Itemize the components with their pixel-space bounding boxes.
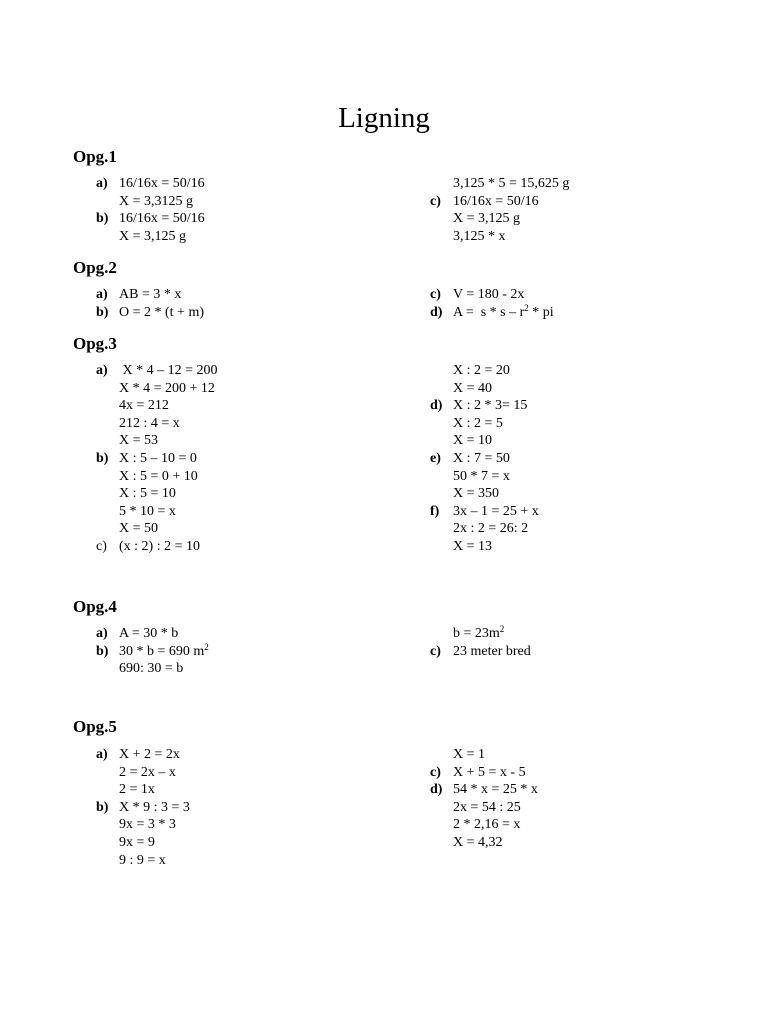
superscript: 2 bbox=[204, 641, 209, 652]
equation-text: (x : 2) : 2 = 10 bbox=[119, 539, 200, 554]
equation-text: X = 50 bbox=[119, 521, 159, 537]
item-label: c) bbox=[430, 193, 441, 209]
equation-text: X = 40 bbox=[453, 380, 493, 396]
equation-text: X = 4,32 bbox=[453, 835, 503, 850]
equation-text: X : 5 = 10 bbox=[119, 486, 176, 502]
item-label: c) bbox=[96, 539, 107, 554]
item-label: b) bbox=[96, 799, 109, 815]
item-label: d) bbox=[430, 398, 443, 414]
item-label: a) bbox=[96, 626, 108, 641]
item-label: c) bbox=[430, 287, 441, 302]
equation-text: AB = 3 * x bbox=[119, 287, 182, 302]
equation-text: 3,125 * x bbox=[453, 228, 506, 244]
equation-text: 4x = 212 bbox=[119, 398, 169, 414]
equation-text: 9 : 9 = x bbox=[119, 852, 166, 868]
equation-text: 3,125 * 5 = 15,625 g bbox=[453, 176, 570, 191]
equation-text: 3x – 1 = 25 + x bbox=[453, 503, 539, 519]
item-label: c) bbox=[430, 643, 441, 659]
item-label: a) bbox=[96, 363, 108, 378]
equation-text: 54 * x = 25 * x bbox=[453, 782, 538, 798]
section-heading: Opg.2 bbox=[73, 258, 117, 277]
item-label: b) bbox=[96, 643, 109, 659]
equation-text: 212 : 4 = x bbox=[119, 415, 180, 431]
equation-text: V = 180 - 2x bbox=[453, 287, 525, 302]
equation-text: X : 5 = 0 + 10 bbox=[119, 468, 198, 484]
equation-text: X : 2 * 3= 15 bbox=[453, 398, 528, 414]
equation-text: X = 3,125 g bbox=[119, 228, 187, 244]
section-heading: Opg.4 bbox=[73, 597, 117, 616]
superscript: 2 bbox=[524, 302, 529, 313]
item-label: b) bbox=[96, 304, 109, 320]
equation-text: 2 * 2,16 = x bbox=[453, 817, 521, 833]
equation-text: 2 = 2x – x bbox=[119, 764, 176, 780]
equation-text: 690: 30 = b bbox=[119, 661, 184, 677]
equation-text: 2 = 1x bbox=[119, 782, 155, 798]
equation-text: X : 5 – 10 = 0 bbox=[119, 451, 197, 466]
equation-text: 23 meter bred bbox=[453, 643, 531, 659]
item-label: d) bbox=[430, 304, 443, 320]
equation-text: 30 * b = 690 $m^2$ bbox=[119, 641, 209, 659]
item-label: b) bbox=[96, 451, 109, 466]
equation-text: X = 3,3125 g bbox=[119, 193, 194, 209]
item-label: a) bbox=[96, 287, 108, 302]
equation-text: X = 53 bbox=[119, 433, 159, 449]
equation-text: X * 4 – 12 = 200 bbox=[119, 363, 218, 378]
equation-text: X + 2 = 2x bbox=[119, 747, 180, 762]
equation-text: $b = 23m^2$ bbox=[453, 624, 505, 641]
equation-text: 16/16x = 50/16 bbox=[119, 211, 205, 227]
equation-text: $A = s * s - r^2$ * pi bbox=[453, 302, 554, 320]
equation-text: 5 * 10 = x bbox=[119, 503, 176, 519]
equation-text: 16/16x = 50/16 bbox=[453, 193, 539, 209]
page-title: Ligning bbox=[338, 102, 430, 134]
section-heading: Opg.5 bbox=[73, 717, 117, 736]
item-label: b) bbox=[96, 211, 109, 227]
equation-text: 9x = 9 bbox=[119, 835, 155, 850]
equation-text: X + 5 = x - 5 bbox=[453, 764, 526, 780]
item-label: a) bbox=[96, 747, 108, 762]
equation-text: X = 10 bbox=[453, 433, 493, 449]
equation-text: X = 13 bbox=[453, 539, 493, 554]
equation-text: 50 * 7 = x bbox=[453, 468, 510, 484]
equation-text: 16/16x = 50/16 bbox=[119, 176, 205, 191]
equation-text: X = 1 bbox=[453, 747, 486, 762]
equation-text: O = 2 * (t + m) bbox=[119, 304, 205, 320]
equation-text: A = 30 * b bbox=[119, 626, 179, 641]
equation-text: X : 7 = 50 bbox=[453, 451, 510, 466]
equation-text: X * 9 : 3 = 3 bbox=[119, 799, 190, 815]
item-label: a) bbox=[96, 176, 108, 191]
section-heading: Opg.3 bbox=[73, 334, 117, 353]
item-label: f) bbox=[430, 503, 440, 519]
equation-text: 2x = 54 : 25 bbox=[453, 799, 521, 815]
equation-text: X : 2 = 5 bbox=[453, 415, 503, 431]
equation-text: X : 2 = 20 bbox=[453, 363, 510, 378]
equation-text: 2x : 2 = 26: 2 bbox=[453, 521, 529, 537]
equation-text: 9x = 3 * 3 bbox=[119, 817, 176, 833]
equation-text: X = 3,125 g bbox=[453, 211, 521, 227]
equation-text: X = 350 bbox=[453, 486, 500, 502]
item-label: e) bbox=[430, 451, 441, 466]
superscript: 2 bbox=[499, 624, 505, 634]
item-label: c) bbox=[430, 764, 441, 780]
equation-text: X * 4 = 200 + 12 bbox=[119, 380, 215, 396]
item-label: d) bbox=[430, 782, 443, 798]
section-heading: Opg.1 bbox=[73, 147, 117, 166]
